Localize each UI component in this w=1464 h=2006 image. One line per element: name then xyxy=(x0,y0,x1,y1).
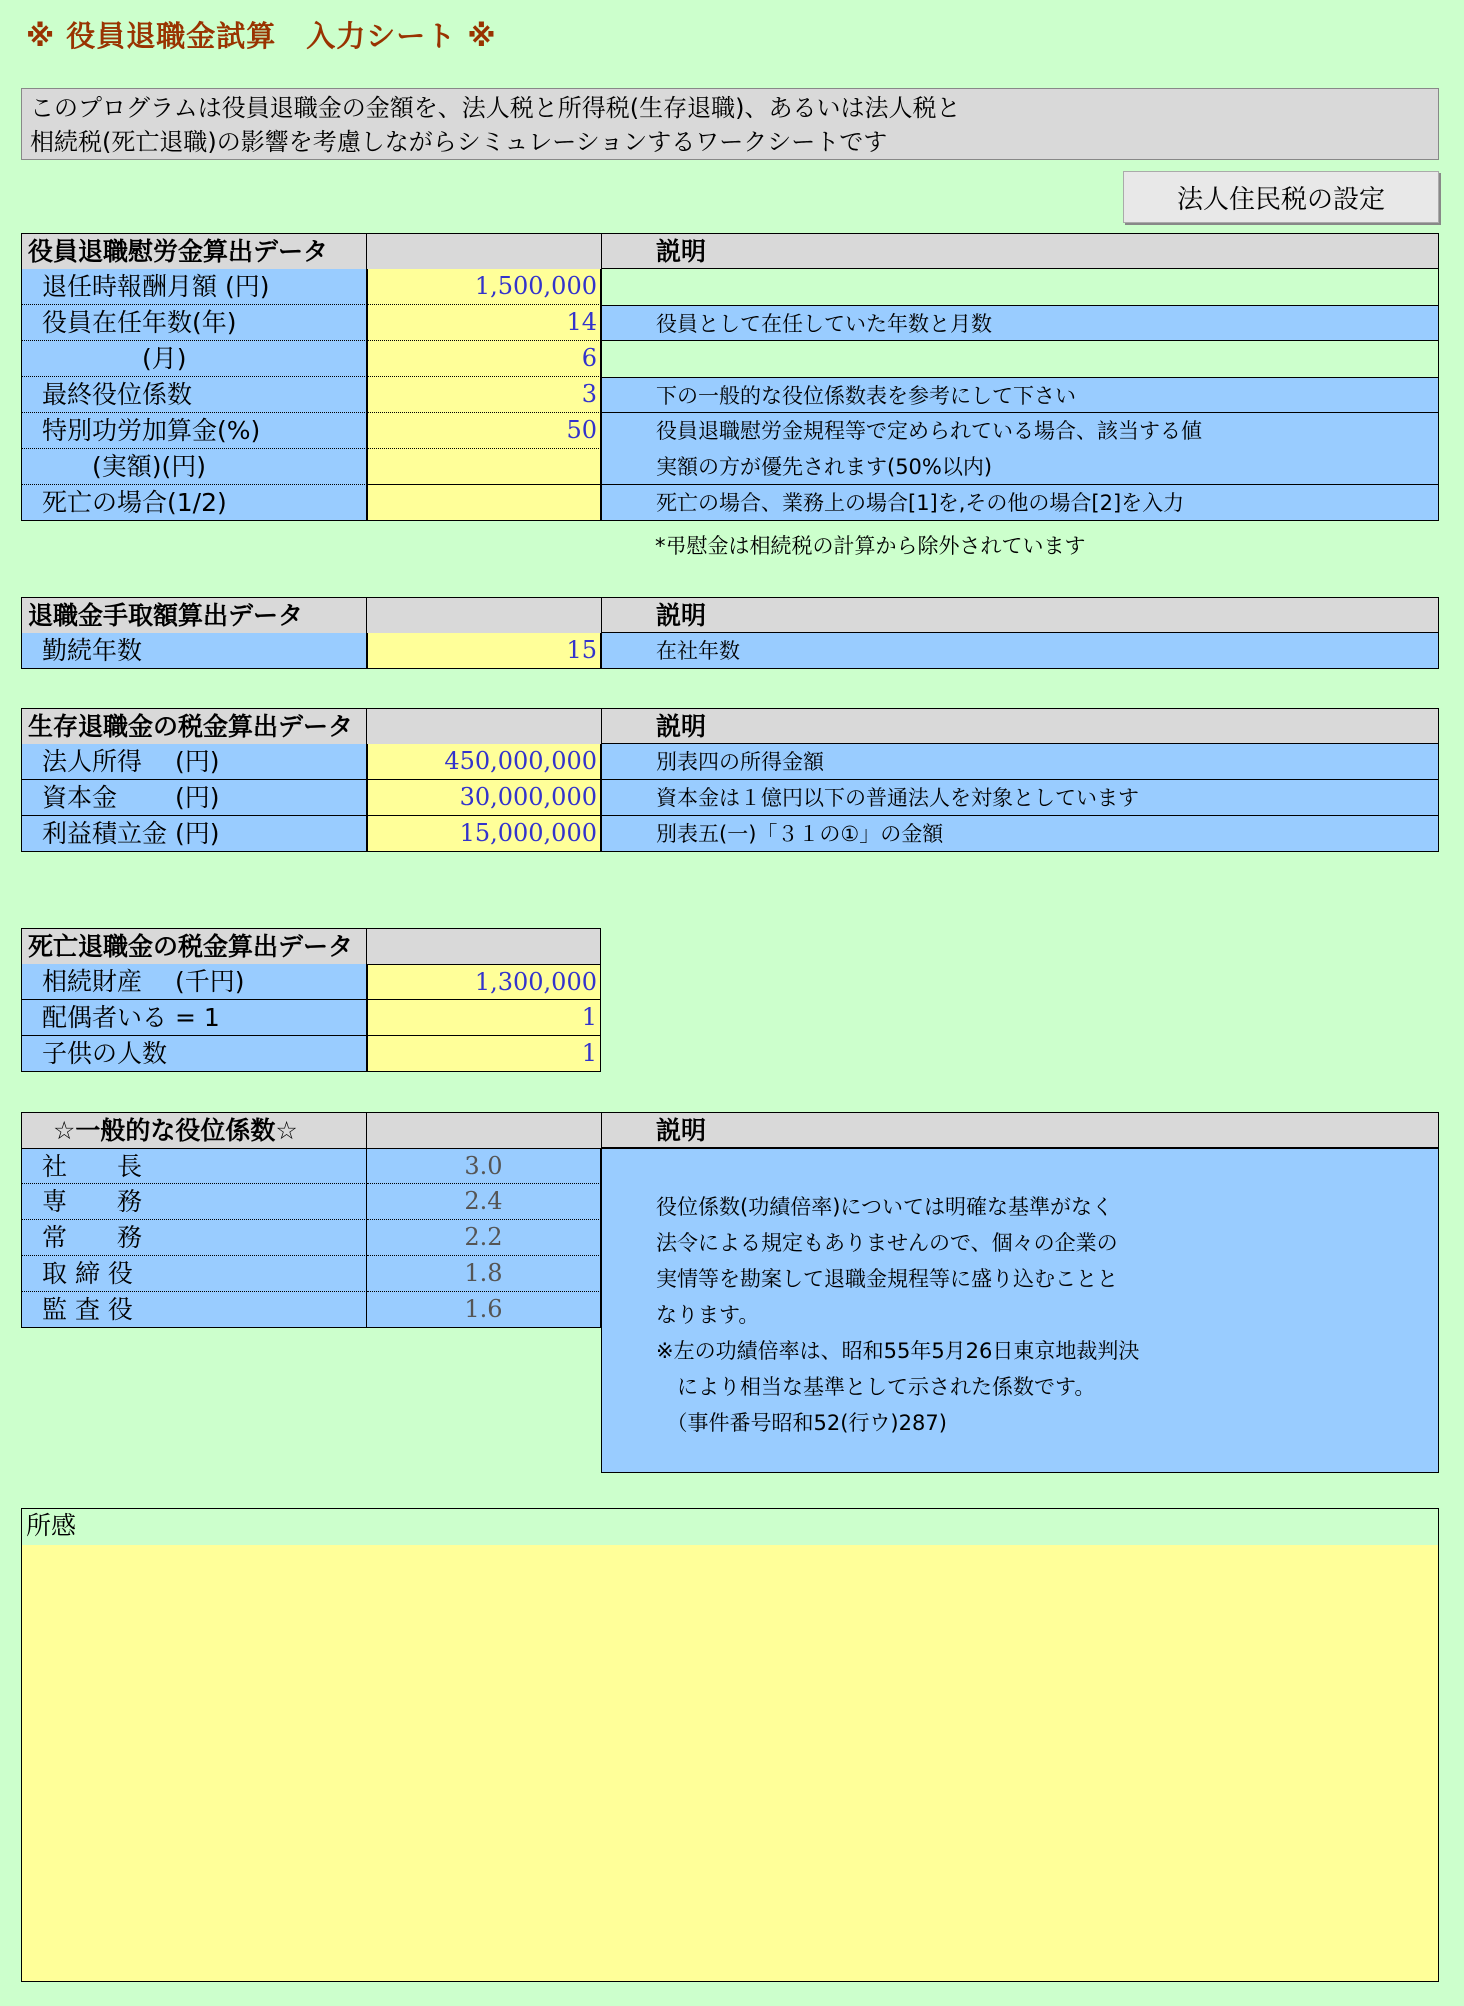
table-row xyxy=(21,1292,601,1328)
coefficient-notes xyxy=(601,1148,1439,1473)
table-row xyxy=(21,1000,601,1036)
intro-box xyxy=(21,88,1439,160)
table-row xyxy=(21,449,1439,485)
note-line: 法令による規定もありませんので、個々の企業の xyxy=(656,1231,1118,1255)
coefficient-value: 1.8 xyxy=(367,1256,601,1292)
table-row xyxy=(21,1220,601,1256)
section2-header-row xyxy=(21,597,1439,633)
coefficient-value: 3.0 xyxy=(367,1148,601,1184)
retained-earnings-input[interactable]: 15,000,000 xyxy=(367,816,601,852)
row-desc: 役員として在任していた年数と月数 xyxy=(601,305,1439,341)
row-label: 利益積立金 (円) xyxy=(21,816,367,852)
row-label: 法人所得 (円) xyxy=(21,744,367,780)
row-label: 取 締 役 xyxy=(21,1256,367,1292)
condolence-footnote: *弔慰金は相続税の計算から除外されています xyxy=(655,534,1086,558)
section3-desc-header: 説明 xyxy=(601,708,1439,744)
table-row xyxy=(21,305,1439,341)
row-desc: 別表五(一)「３１の①」の金額 xyxy=(601,816,1439,852)
row-label: (月) xyxy=(21,341,367,377)
section1-header: 役員退職慰労金算出データ xyxy=(21,233,367,269)
memo-label: 所感 xyxy=(22,1509,1438,1545)
table-row xyxy=(21,269,1439,305)
row-label: 社 長 xyxy=(21,1148,367,1184)
note-line: により相当な基準として示された係数です。 xyxy=(656,1375,1096,1399)
tenure-years-input[interactable]: 14 xyxy=(367,305,601,341)
row-desc: 別表四の所得金額 xyxy=(601,744,1439,780)
row-label: 配偶者いる = 1 xyxy=(21,1000,367,1036)
note-line: ※左の功績倍率は、昭和55年5月26日東京地裁判決 xyxy=(656,1339,1140,1363)
table-row xyxy=(21,780,1439,816)
final-position-coefficient-input[interactable]: 3 xyxy=(367,377,601,413)
row-label: 退任時報酬月額 (円) xyxy=(21,269,367,305)
intro-line-2: 相続税(死亡退職)の影響を考慮しながらシミュレーションするワークシートです xyxy=(30,128,888,156)
coefficient-value: 2.4 xyxy=(367,1184,601,1220)
row-desc: 下の一般的な役位係数表を参考にして下さい xyxy=(601,377,1439,413)
table-row xyxy=(21,1036,601,1072)
section1-header-row xyxy=(21,233,1439,269)
page-title: ※ 役員退職金試算 入力シート ※ xyxy=(26,19,497,53)
section3-header: 生存退職金の税金算出データ xyxy=(21,708,367,744)
table-row xyxy=(21,1256,601,1292)
spouse-input[interactable]: 1 xyxy=(367,1000,601,1036)
section4-header: 死亡退職金の税金算出データ xyxy=(21,928,367,964)
note-line: 実情等を勘案して退職金規程等に盛り込むことと xyxy=(656,1267,1118,1291)
row-desc: 実額の方が優先されます(50%以内) xyxy=(601,449,1439,485)
intro-line-1: このプログラムは役員退職金の金額を、法人税と所得税(生存退職)、あるいは法人税と xyxy=(30,94,961,122)
row-label: (実額)(円) xyxy=(21,449,367,485)
row-label: 死亡の場合(1/2) xyxy=(21,485,367,521)
table-row xyxy=(21,964,601,1000)
section2-header: 退職金手取額算出データ xyxy=(21,597,367,633)
table-row xyxy=(21,1148,601,1184)
row-desc: 在社年数 xyxy=(601,633,1439,669)
capital-input[interactable]: 30,000,000 xyxy=(367,780,601,816)
memo-input[interactable] xyxy=(22,1545,1438,1981)
table-row xyxy=(21,413,1439,449)
section4-header-row xyxy=(21,928,601,964)
row-desc: 役員退職慰労金規程等で定められている場合、該当する値 xyxy=(601,413,1439,449)
section5-desc-header: 説明 xyxy=(601,1112,1439,1148)
coefficient-value: 1.6 xyxy=(367,1292,601,1328)
children-count-input[interactable]: 1 xyxy=(367,1036,601,1072)
note-line: 役位係数(功績倍率)については明確な基準がなく xyxy=(656,1195,1113,1219)
years-of-service-input[interactable]: 15 xyxy=(367,633,601,669)
row-label: 特別功労加算金(%) xyxy=(21,413,367,449)
table-row xyxy=(21,485,1439,521)
table-row xyxy=(21,633,1439,669)
row-desc: 資本金は１億円以下の普通法人を対象としています xyxy=(601,780,1439,816)
table-row xyxy=(21,744,1439,780)
section3-header-row xyxy=(21,708,1439,744)
table-row xyxy=(21,816,1439,852)
row-label: 勤続年数 xyxy=(21,633,367,669)
corporate-resident-tax-settings-button[interactable]: 法人住民税の設定 xyxy=(1123,171,1439,223)
row-label: 役員在任年数(年) xyxy=(21,305,367,341)
row-label: 資本金 (円) xyxy=(21,780,367,816)
row-label: 専 務 xyxy=(21,1184,367,1220)
row-desc xyxy=(601,269,1439,305)
inherited-assets-input[interactable]: 1,300,000 xyxy=(367,964,601,1000)
monthly-salary-input[interactable]: 1,500,000 xyxy=(367,269,601,305)
table-row xyxy=(21,377,1439,413)
row-label: 常 務 xyxy=(21,1220,367,1256)
corporate-income-input[interactable]: 450,000,000 xyxy=(367,744,601,780)
death-case-input[interactable] xyxy=(367,485,601,521)
row-desc: 死亡の場合、業務上の場合[1]を,その他の場合[2]を入力 xyxy=(601,485,1439,521)
section5-header-row xyxy=(21,1112,1439,1148)
table-row xyxy=(21,1184,601,1220)
special-merit-amount-input[interactable] xyxy=(367,449,601,485)
row-desc xyxy=(601,341,1439,377)
coefficient-value: 2.2 xyxy=(367,1220,601,1256)
special-merit-percent-input[interactable]: 50 xyxy=(367,413,601,449)
row-label: 相続財産 (千円) xyxy=(21,964,367,1000)
row-label: 子供の人数 xyxy=(21,1036,367,1072)
section2-desc-header: 説明 xyxy=(601,597,1439,633)
note-line: なります。 xyxy=(656,1303,760,1327)
memo-box xyxy=(21,1508,1439,1982)
note-line: （事件番号昭和52(行ウ)287) xyxy=(656,1411,947,1435)
row-label: 最終役位係数 xyxy=(21,377,367,413)
section5-header: ☆一般的な役位係数☆ xyxy=(21,1112,367,1148)
section1-desc-header: 説明 xyxy=(601,233,1439,269)
table-row xyxy=(21,341,1439,377)
tenure-months-input[interactable]: 6 xyxy=(367,341,601,377)
row-label: 監 査 役 xyxy=(21,1292,367,1328)
